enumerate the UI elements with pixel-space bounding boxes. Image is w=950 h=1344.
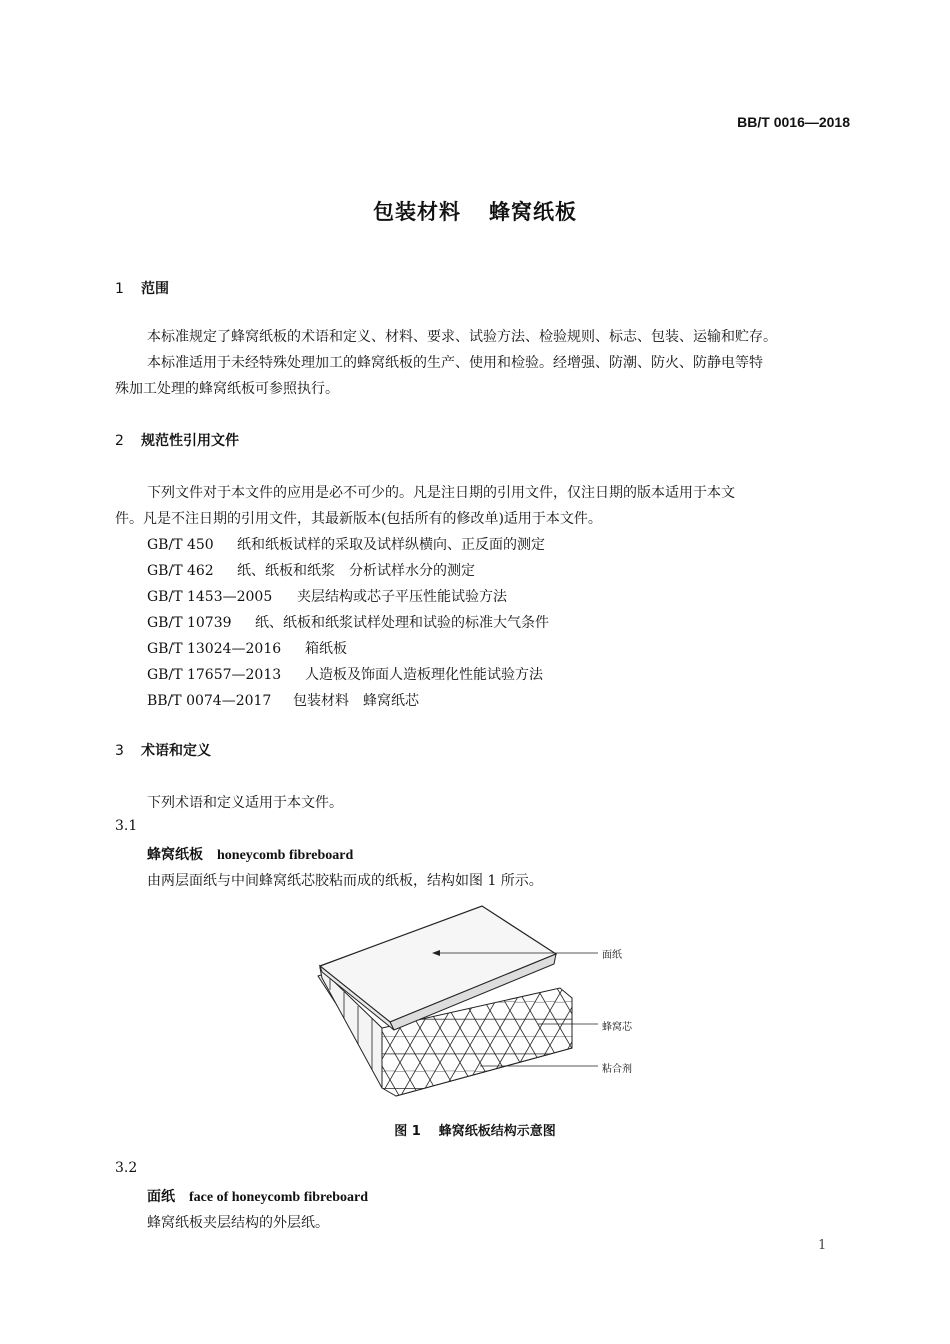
label-honeycomb-core: 蜂窝芯 [602, 1022, 632, 1033]
term-3-2-title: 面纸 face of honeycomb fibreboard [147, 1189, 368, 1205]
term-3-1-number: 3.1 [115, 818, 138, 834]
page-number: 1 [818, 1238, 827, 1253]
reference-item: GB/T 13024—2016 箱纸板 [147, 641, 347, 657]
section-3-heading: 3 术语和定义 [115, 743, 211, 759]
section-3-intro: 下列术语和定义适用于本文件。 [147, 795, 343, 811]
section-1-heading: 1 范围 [115, 281, 169, 297]
term-3-1-title: 蜂窝纸板 honeycomb fibreboard [147, 847, 354, 863]
section-2-heading: 2 规范性引用文件 [115, 433, 239, 449]
reference-item: GB/T 462 纸、纸板和纸浆 分析试样水分的测定 [147, 563, 475, 579]
figure-caption: 图 1 蜂窝纸板结构示意图 [394, 1124, 556, 1139]
term-3-2-number: 3.2 [115, 1160, 138, 1176]
reference-item: GB/T 10739 纸、纸板和纸浆试样处理和试验的标准大气条件 [147, 615, 549, 631]
section-1-line-3: 殊加工处理的蜂窝纸板可参照执行。 [115, 381, 339, 397]
page-title [0, 196, 950, 226]
reference-item: GB/T 450 纸和纸板试样的采取及试样纵横向、正反面的测定 [147, 537, 545, 553]
label-face-sheet: 面纸 [602, 950, 622, 961]
standard-code: BB/T 0016—2018 [737, 114, 850, 130]
title-part1: 包装材料 [373, 200, 461, 224]
honeycomb-board-figure [310, 898, 650, 1106]
section-2-line-1: 下列文件对于本文件的应用是必不可少的。凡是注日期的引用文件，仅注日期的版本适用于本文 [147, 485, 735, 501]
title-part2: 蜂窝纸板 [489, 200, 577, 224]
term-3-2-definition: 蜂窝纸板夹层结构的外层纸。 [147, 1215, 329, 1231]
label-adhesive: 粘合剂 [602, 1064, 632, 1075]
section-2-line-2: 件。凡是不注日期的引用文件，其最新版本(包括所有的修改单)适用于本文件。 [115, 511, 602, 527]
term-3-1-definition: 由两层面纸与中间蜂窝纸芯胶粘而成的纸板，结构如图 1 所示。 [147, 873, 543, 889]
reference-item: BB/T 0074—2017 包装材料 蜂窝纸芯 [147, 693, 419, 709]
section-1-line-2: 本标准适用于未经特殊处理加工的蜂窝纸板的生产、使用和检验。经增强、防潮、防火、防静电等特 [147, 355, 763, 371]
section-1-line-1: 本标准规定了蜂窝纸板的术语和定义、材料、要求、试验方法、检验规则、标志、包装、运输和贮存。 [147, 329, 777, 345]
reference-item: GB/T 1453—2005 夹层结构或芯子平压性能试验方法 [147, 589, 507, 605]
reference-item: GB/T 17657—2013 人造板及饰面人造板理化性能试验方法 [147, 667, 543, 683]
